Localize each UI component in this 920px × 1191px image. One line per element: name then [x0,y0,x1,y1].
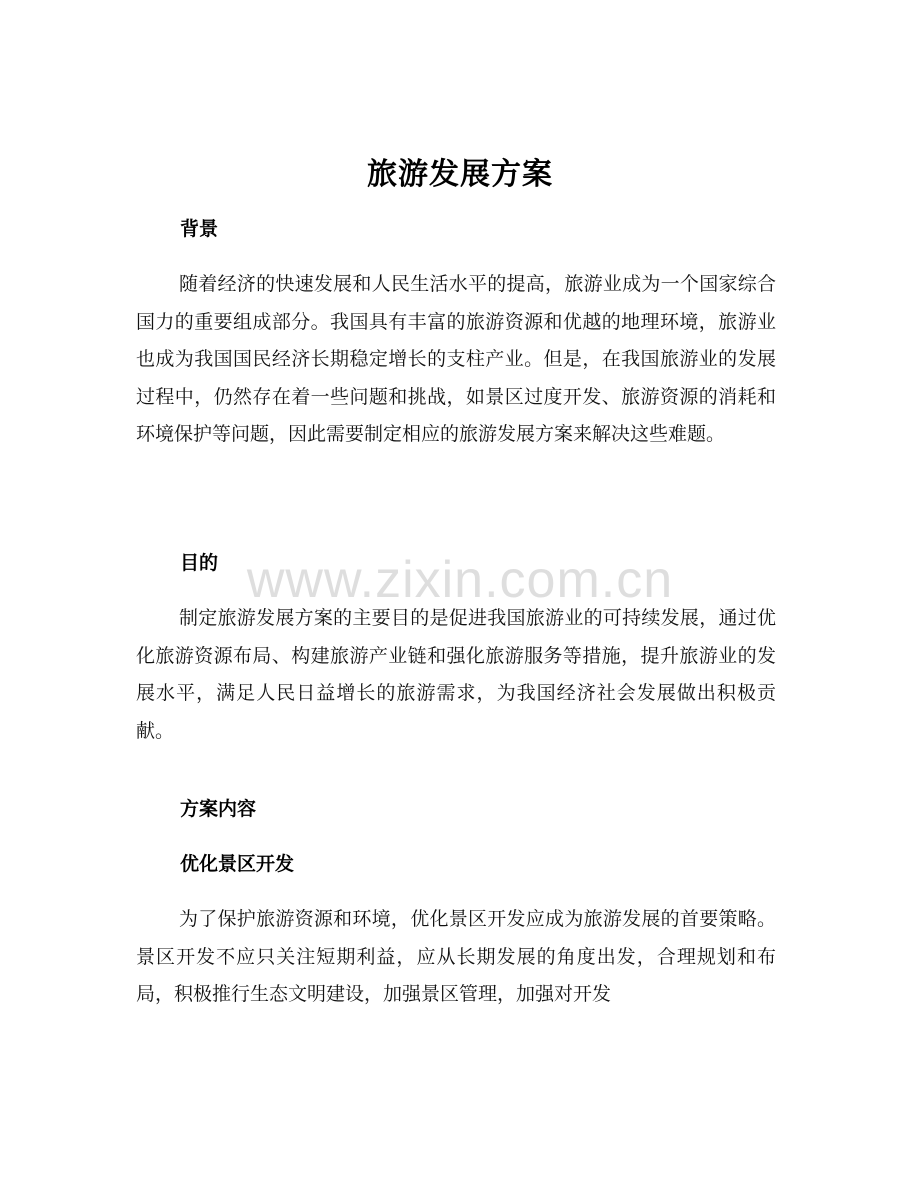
watermark: www.zixin.com.cn [246,551,674,609]
paragraph-background: 随着经济的快速发展和人民生活水平的提高，旅游业成为一个国家综合国力的重要组成部分。我国具有丰富的旅游资源和优越的地理环境，旅游业也成为我国国民经济长期稳定增长的支柱产业。但是，在我国旅游业的发展过程中，仍然存在着一些问题和挑战，如景区过度开发、旅游资源的消耗和环境保护等问题，因此需要制定相应的旅游发展方案来解决这些难题。 [136,273,776,446]
paragraph-purpose: 制定旅游发展方案的主要目的是促进我国旅游业的可持续发展，通过优化旅游资源布局、构建旅游产业链和强化旅游服务等措施，提升旅游业的发展水平，满足人民日益增长的旅游需求，为我国经济社会发展做出积极贡献。 [136,607,776,742]
section-heading-content: 方案内容 [180,798,257,820]
section-heading-purpose: 目的 [180,552,219,574]
subsection-heading-optimize: 优化景区开发 [180,853,295,875]
document-title: 旅游发展方案 [367,157,553,192]
paragraph-optimize: 为了保护旅游资源和环境，优化景区开发应成为旅游发展的首要策略。景区开发不应只关注短期利益，应从长期发展的角度出发，合理规划和布局，积极推行生态文明建设，加强景区管理，加强对开发 [136,908,776,1006]
section-heading-background: 背景 [180,218,219,240]
